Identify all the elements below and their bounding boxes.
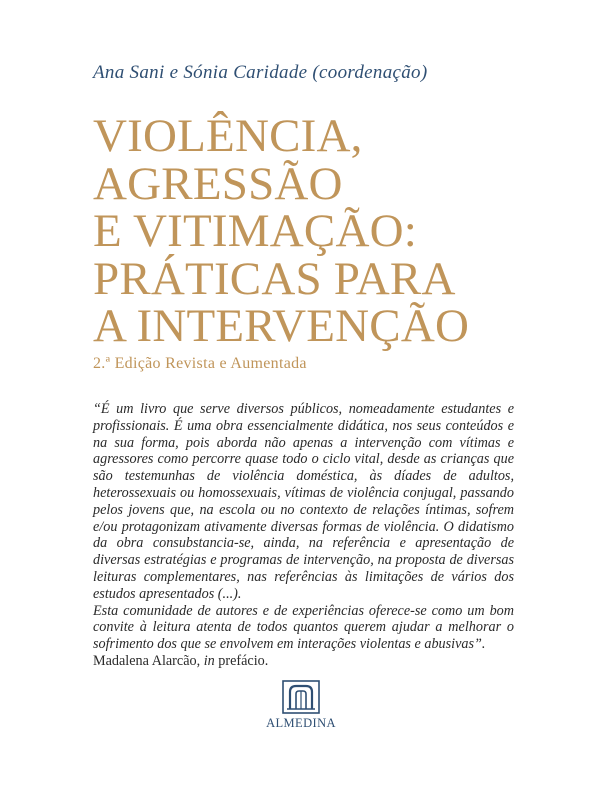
blurb-attribution	[93, 653, 514, 670]
authors-line: Ana Sani e Sónia Caridade (coordenação)	[93, 62, 428, 83]
title-line: VIOLÊNCIA,	[93, 110, 363, 162]
blurb-paragraph: “É um livro que serve diversos públicos, nomeadamente estudantes e profissionais. É uma obra essencialmente didática, nos seus conteúdos e na sua forma, pois aborda não apenas a intervenção com vítimas e agressores como percorre quase todo o ciclo vital, desde as crianças que são testemunhas de violência doméstica, às díades de adultos, heterossexuais ou homossexuais, vítimas de violência conjugal, passando pelos jovens que, na escola ou no contexto de relações íntimas, sofrem e/ou protagonizam ativamente diversas formas de violência. O didatismo da obra consubstancia-se, ainda, na referência e apresentação de diversas estratégias e programas de intervenção, na proposta de diversas leituras complementares, nas referências às limitações de vários dos estudos apresentados (...).	[93, 401, 514, 602]
almedina-emblem-icon	[282, 680, 320, 714]
book-title	[93, 110, 470, 352]
publisher-name: ALMEDINA	[266, 716, 336, 730]
back-cover-blurb	[93, 401, 514, 670]
title-line: A INTERVENÇÃO	[93, 300, 470, 352]
publisher-logo	[241, 680, 361, 731]
title-line: AGRESSÃO	[93, 157, 343, 210]
attribution-source: prefácio.	[214, 652, 269, 669]
title-line: E VITIMAÇÃO:	[93, 205, 417, 257]
title-line: PRÁTICAS PARA	[93, 252, 456, 305]
edition-label: 2.ª Edição Revista e Aumentada	[93, 355, 307, 372]
attribution-name: Madalena Alarcão,	[93, 652, 204, 669]
blurb-paragraph: Esta comunidade de autores e de experiências oferece-se como um bom convite à leitura atenta de todos quantos querem ajudar a melhorar o sofrimento dos que se envolvem em interações violentas e abusivas”.	[93, 602, 514, 653]
attribution-in: in	[203, 652, 215, 669]
